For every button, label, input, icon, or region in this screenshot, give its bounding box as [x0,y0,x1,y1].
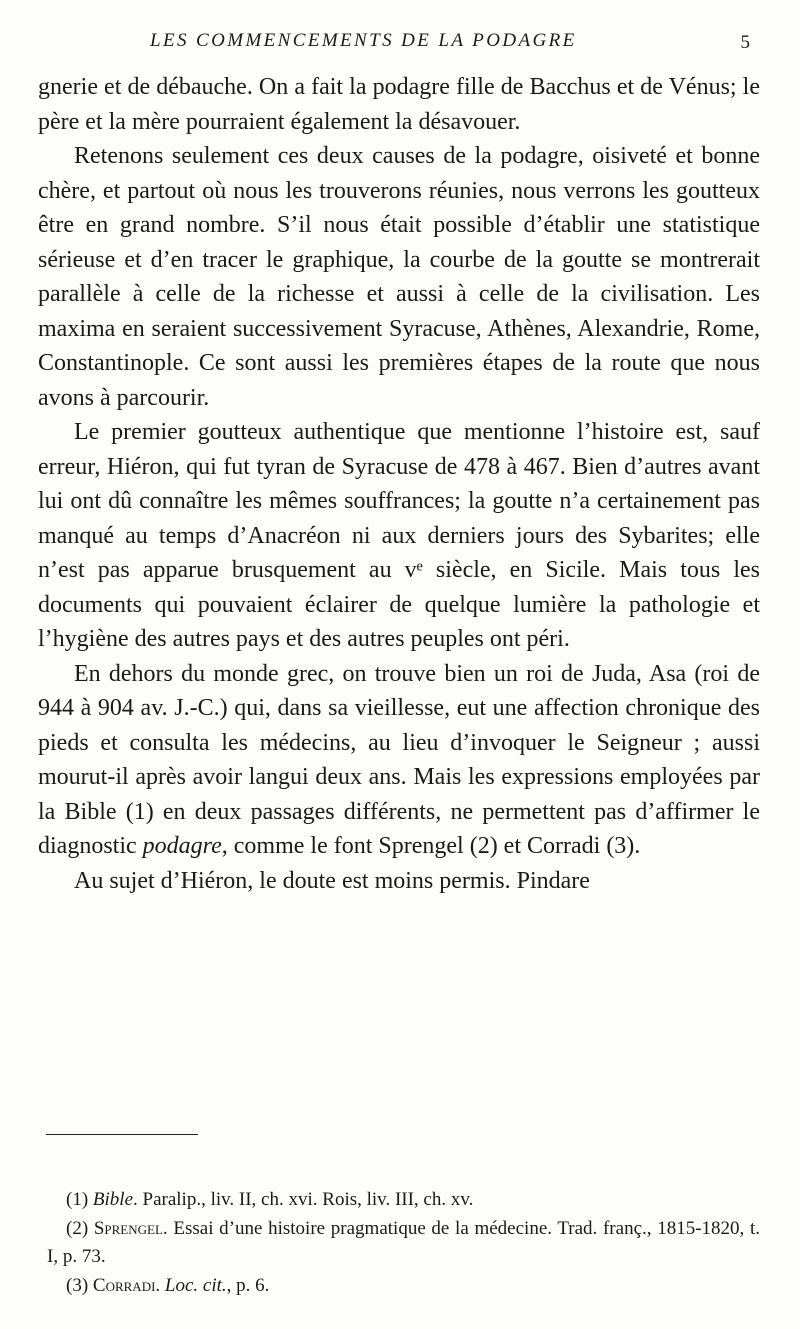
footnote-2-number: (2) [66,1217,94,1239]
footnote-1-number: (1) [66,1189,93,1210]
paragraph-5: Au sujet d’Hiéron, le doute est moins permis. Pindare [74,867,590,894]
footnote-1 [47,1186,760,1215]
footnote-1-text: . Paralip., liv. II, ch. xvi. Rois, liv. III, ch. xv. [133,1189,474,1210]
footnote-1-source: Bible [92,1189,134,1210]
paragraph-3: Le premier goutteux authentique que mentionne l’histoire est, sauf erreur, Hiéron, qui fut tyran de Syracuse de 478 à 467. Bien d’autres avant lui ont dû connaître les mêmes souffrances; la goutte n’a certainement pas manqué au temps d’Anacréon ni aux derniers jours des Sybarites; elle n’est pas apparue brusquement au vᵉ siècle, en Sicile. Mais tous les documents qui pouvaient éclairer de quelque lumière la pathologie et l’hygiène des autres pays et des autres peuples ont péri. [38,419,760,652]
footnote-3-author: Corradi [92,1274,156,1296]
running-title: LES COMMENCEMENTS DE LA PODAGRE [150,30,577,51]
footnote-2 [47,1215,760,1272]
paragraph-2: Retenons seulement ces deux causes de la podagre, oisiveté et bonne chère, et partout où nous les trouverons réunies, nous verrons les goutteux être en grand nombre. S’il nous était possible d’établir une statistique sérieuse et d’en tracer le graphique, la courbe de la goutte se montrerait parallèle à celle de la richesse et aussi à celle de la civilisation. Les maxima en seraient successivement Syracuse, Athènes, Alexandrie, Rome, Constantinople. Ce sont aussi les premières étapes de la route que nous avons à parcourir. [38,143,760,411]
body-text [38,70,760,898]
footnotes [47,1186,760,1300]
footnote-3-separator: . [155,1274,165,1296]
page-number: 5 [740,32,750,53]
page-header [150,30,750,62]
footnote-2-author: Sprengel [93,1217,163,1239]
footnote-3 [47,1272,760,1301]
footnote-2-text: . Essai d’une histoire pragmatique de la médecine. Trad. franç., 1815-1820, t. I, p. 73. [47,1217,760,1267]
paragraph-4 [38,657,760,864]
footnote-3-italic: Loc. cit. [164,1274,227,1296]
footnote-3-text: , p. 6. [226,1274,270,1296]
footnote-rule [46,1134,198,1135]
paragraph-4-text-a: En dehors du monde grec, on trouve bien un roi de Juda, Asa (roi de 944 à 904 av. J.-C.) qui, dans sa vieillesse, eut une affection chronique des pieds et consulta les médecins, au lieu d’invoquer le Seigneur ; aussi mourut-il après avoir langui deux ans. Mais les expressions employées par la Bible (1) en deux passages différents, ne permettent pas d’affirmer le diagnostic [38,660,760,859]
paragraph-1: gnerie et de débauche. On a fait la podagre fille de Bacchus et de Vénus; le père et la mère pourraient également la désavouer. [38,74,760,135]
paragraph-4-text-b: , comme le font Sprengel (2) et Corradi (3). [221,833,641,859]
podagre-italic: podagre [142,833,222,859]
footnote-3-number: (3) [66,1274,93,1296]
